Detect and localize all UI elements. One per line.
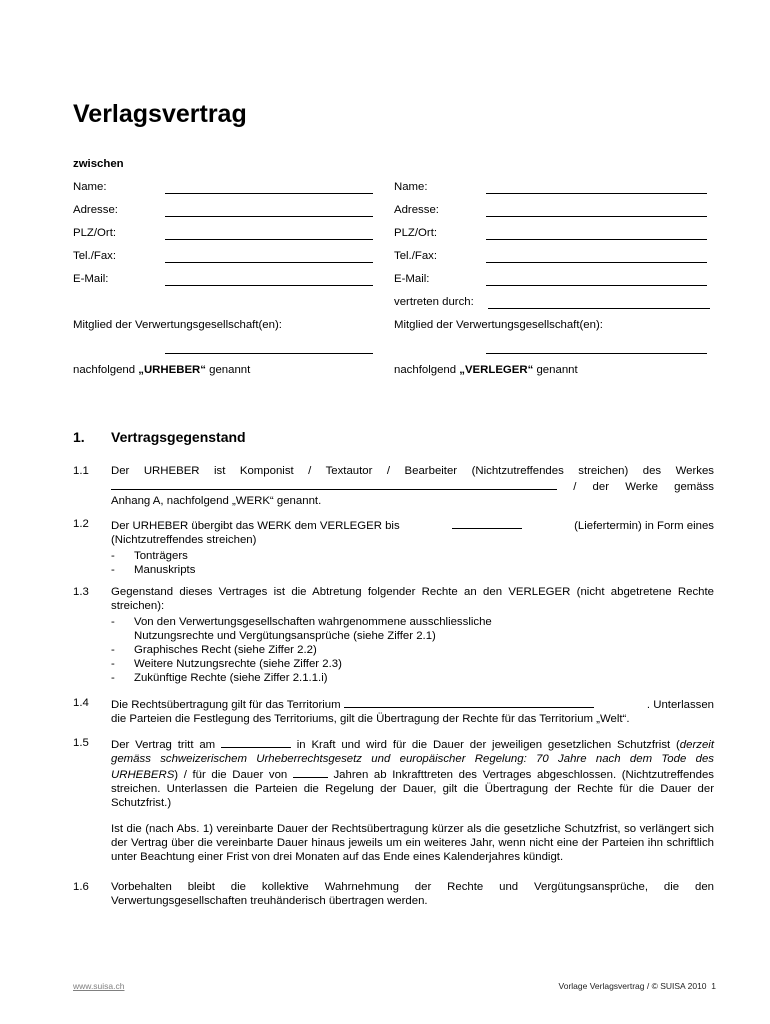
urheber-address-field[interactable]	[165, 205, 373, 217]
territory-field[interactable]	[344, 696, 594, 708]
form-list	[111, 549, 714, 577]
verleger-name-label: Name:	[394, 181, 428, 193]
section-title: Vertragsgegenstand	[111, 429, 246, 445]
verleger-membership-label: Mitglied der Verwertungsgesellschaft(en):	[394, 319, 603, 331]
verleger-represented-by-label: vertreten durch:	[394, 296, 474, 308]
clause-number: 1.5	[73, 737, 89, 749]
between-label: zwischen	[73, 158, 124, 170]
list-item: - Manuskripts	[111, 563, 714, 577]
document-title: Verlagsvertrag	[73, 100, 247, 128]
section-number: 1.	[73, 429, 85, 445]
footer-website-link[interactable]: www.suisa.ch	[73, 981, 125, 991]
verleger-phone-label: Tel./Fax:	[394, 250, 438, 262]
verleger-hereinafter: nachfolgend „VERLEGER“ genannt	[394, 364, 578, 376]
start-date-field[interactable]	[221, 736, 291, 748]
rights-list	[111, 615, 541, 685]
clause-1-2: Der URHEBER übergibt das WERK dem VERLEGER bis (Liefertermin) in Form eines (Nichtzutreffendes streichen) - Tonträgers - Manuskripts	[111, 517, 714, 577]
page-number: 1	[711, 981, 716, 991]
verleger-role-name: „VERLEGER“	[459, 364, 534, 376]
list-item: - Graphisches Recht (siehe Ziffer 2.2)	[111, 643, 541, 657]
clause-number: 1.4	[73, 697, 89, 709]
urheber-name-label: Name:	[73, 181, 107, 193]
urheber-phone-label: Tel./Fax:	[73, 250, 117, 262]
verleger-represented-by-field[interactable]	[488, 297, 710, 309]
clause-1-3: Gegenstand dieses Vertrages ist die Abtretung folgender Rechte an den VERLEGER (nicht abgetretene Rechte streichen): - Von den Verwertungsgesellschaften wahrgenommene ausschliessliche Nutzungsrechte und Vergütungsansprüche (siehe Ziffer 2.1) - Graphisches Recht (siehe Ziffer 2.2) - Weitere Nutzungsrechte (siehe Ziffer 2.3) - Zukünftige Rechte (siehe Ziffer 2.1.1.i)	[111, 585, 714, 685]
urheber-membership-label: Mitglied der Verwertungsgesellschaft(en):	[73, 319, 282, 331]
delivery-date-field[interactable]	[452, 517, 522, 529]
urheber-hereinafter: nachfolgend „URHEBER“ genannt	[73, 364, 251, 376]
urheber-name-field[interactable]	[165, 182, 373, 194]
clause-1-4: Die Rechtsübertragung gilt für das Territorium . Unterlassen die Parteien die Festlegung des Territoriums, gilt die Übertragung der Rechte für das Territorium „Welt“.	[111, 696, 714, 726]
verleger-email-label: E-Mail:	[394, 273, 430, 285]
clause-1-6: Vorbehalten bleibt die kollektive Wahrnehmung der Rechte und Vergütungsansprüche, die den Verwertungsgesellschaften treuhänderisch übertragen werden.	[111, 881, 714, 907]
list-item: - Zukünftige Rechte (siehe Ziffer 2.1.1.i)	[111, 671, 541, 685]
list-item: - Von den Verwertungsgesellschaften wahrgenommene ausschliessliche Nutzungsrechte und Vergütungsansprüche (siehe Ziffer 2.1)	[111, 615, 541, 643]
clause-number: 1.3	[73, 586, 89, 598]
verleger-address-label: Adresse:	[394, 204, 439, 216]
clause-number: 1.6	[73, 881, 89, 893]
urheber-email-field[interactable]	[165, 274, 373, 286]
duration-years-field[interactable]	[293, 766, 328, 778]
verleger-email-field[interactable]	[486, 274, 707, 286]
verleger-zip-city-field[interactable]	[486, 228, 707, 240]
clause-1-5: Der Vertrag tritt am in Kraft und wird für die Dauer der jeweiligen gesetzlichen Schutzfrist (derzeit gemäss schweizerischem Urheberrechtsgesetz und europäischer Regelung: 70 Jahre nach dem Tode des URHEBERS) / für die Dauer von Jahren ab Inkrafttreten des Vertrages abgeschlossen. (Nichtzutreffendes streichen. Unterlassen die Parteien die Regelung der Dauer, gilt die Übertragung der Rechte für die Dauer der Schutzfrist.) Ist die (nach Abs. 1) vereinbarte Dauer der Rechtsübertragung kürzer als die gesetzliche Schutzfrist, so verlängert sich der Vertrag über die vereinbarte Dauer hinaus jeweils um ein weiteres Jahr, wenn nicht eine der Parteien ihn schriftlich unter Beachtung einer Frist von drei Monaten auf das Ende eines Kalenderjahres kündigt.	[111, 736, 714, 864]
urheber-zip-city-field[interactable]	[165, 228, 373, 240]
urheber-address-label: Adresse:	[73, 204, 118, 216]
footer-info: Vorlage Verlagsvertrag / © SUISA 2010 1	[558, 981, 716, 991]
urheber-phone-field[interactable]	[165, 251, 373, 263]
clause-1-1: Der URHEBER ist Komponist / Textautor / Bearbeiter (Nichtzutreffendes streichen) des Werkes / der Werke gemäss Anhang A, nachfolgend „WERK“ genannt.	[111, 465, 714, 507]
verleger-membership-field[interactable]	[486, 342, 707, 354]
verleger-zip-city-label: PLZ/Ort:	[394, 227, 438, 239]
clause-number: 1.1	[73, 465, 89, 477]
verleger-name-field[interactable]	[486, 182, 707, 194]
urheber-role-name: „URHEBER“	[138, 364, 206, 376]
list-item: - Weitere Nutzungsrechte (siehe Ziffer 2.3)	[111, 657, 541, 671]
verleger-address-field[interactable]	[486, 205, 707, 217]
list-item: - Tonträgers	[111, 549, 714, 563]
clause-number: 1.2	[73, 518, 89, 530]
urheber-email-label: E-Mail:	[73, 273, 109, 285]
urheber-zip-city-label: PLZ/Ort:	[73, 227, 117, 239]
work-title-field[interactable]	[111, 478, 557, 490]
verleger-phone-field[interactable]	[486, 251, 707, 263]
urheber-membership-field[interactable]	[165, 342, 373, 354]
